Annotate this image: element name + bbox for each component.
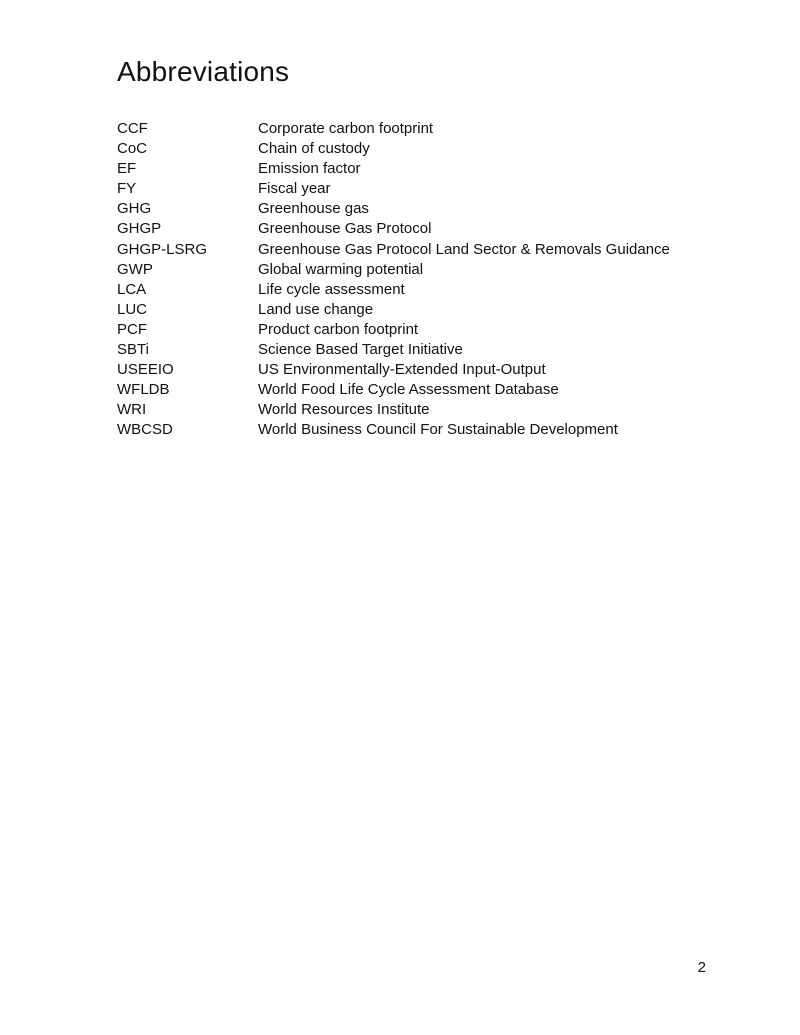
abbreviation-row [117,340,737,360]
abbreviation-term: WFLDB [117,381,170,399]
abbreviation-definition: Greenhouse Gas Protocol [258,220,432,238]
abbreviation-row [117,300,737,320]
abbreviation-definition: Product carbon footprint [258,320,419,338]
abbreviation-definition: Fiscal year [258,180,331,198]
abbreviation-definition: World Food Life Cycle Assessment Database [258,381,559,399]
abbreviation-row [117,360,737,380]
abbreviation-definition: Emission factor [258,160,361,178]
abbreviation-definition: Science Based Target Initiative [258,341,463,359]
abbreviation-row [117,199,737,219]
abbreviation-term: GHGP-LSRG [117,240,208,258]
abbreviation-definition: US Environmentally-Extended Input-Output [258,361,546,379]
abbreviation-row [117,400,737,420]
abbreviation-term: FY [117,180,137,198]
abbreviation-row [117,420,737,440]
abbreviation-term: SBTi [117,341,149,359]
abbreviation-row [117,280,737,300]
abbreviation-definition: Greenhouse gas [258,200,369,218]
abbreviation-term: GWP [117,260,153,278]
abbreviation-list [117,119,737,441]
abbreviation-term: LCA [117,280,147,298]
abbreviation-row [117,320,737,340]
abbreviation-term: PCF [117,320,147,338]
abbreviation-term: CCF [117,120,148,137]
abbreviation-row [117,240,737,260]
abbreviation-row [117,260,737,280]
abbreviation-definition: Global warming potential [258,260,424,278]
page-title: Abbreviations [117,56,290,87]
abbreviation-row [117,380,737,400]
abbreviation-row [117,219,737,239]
abbreviation-row [117,179,737,199]
abbreviation-term: GHG [117,200,152,218]
abbreviation-term: EF [117,160,137,178]
abbreviation-term: WRI [117,401,147,419]
abbreviation-row [117,159,737,179]
abbreviation-term: WBCSD [117,421,173,439]
abbreviation-row [117,139,737,159]
abbreviation-definition: World Resources Institute [258,401,430,419]
abbreviation-definition: Greenhouse Gas Protocol Land Sector & Removals Guidance [258,240,670,258]
abbreviation-row [117,119,737,139]
abbreviation-term: USEEIO [117,361,174,379]
abbreviation-definition: Life cycle assessment [258,280,405,298]
abbreviation-definition: World Business Council For Sustainable Development [258,421,618,439]
abbreviation-term: CoC [117,140,148,158]
abbreviation-definition: Land use change [258,300,374,318]
page-number: 2 [697,959,706,976]
abbreviation-term: GHGP [117,220,162,238]
abbreviation-term: LUC [117,300,148,318]
abbreviation-definition: Chain of custody [258,140,370,158]
abbreviation-definition: Corporate carbon footprint [258,120,434,137]
